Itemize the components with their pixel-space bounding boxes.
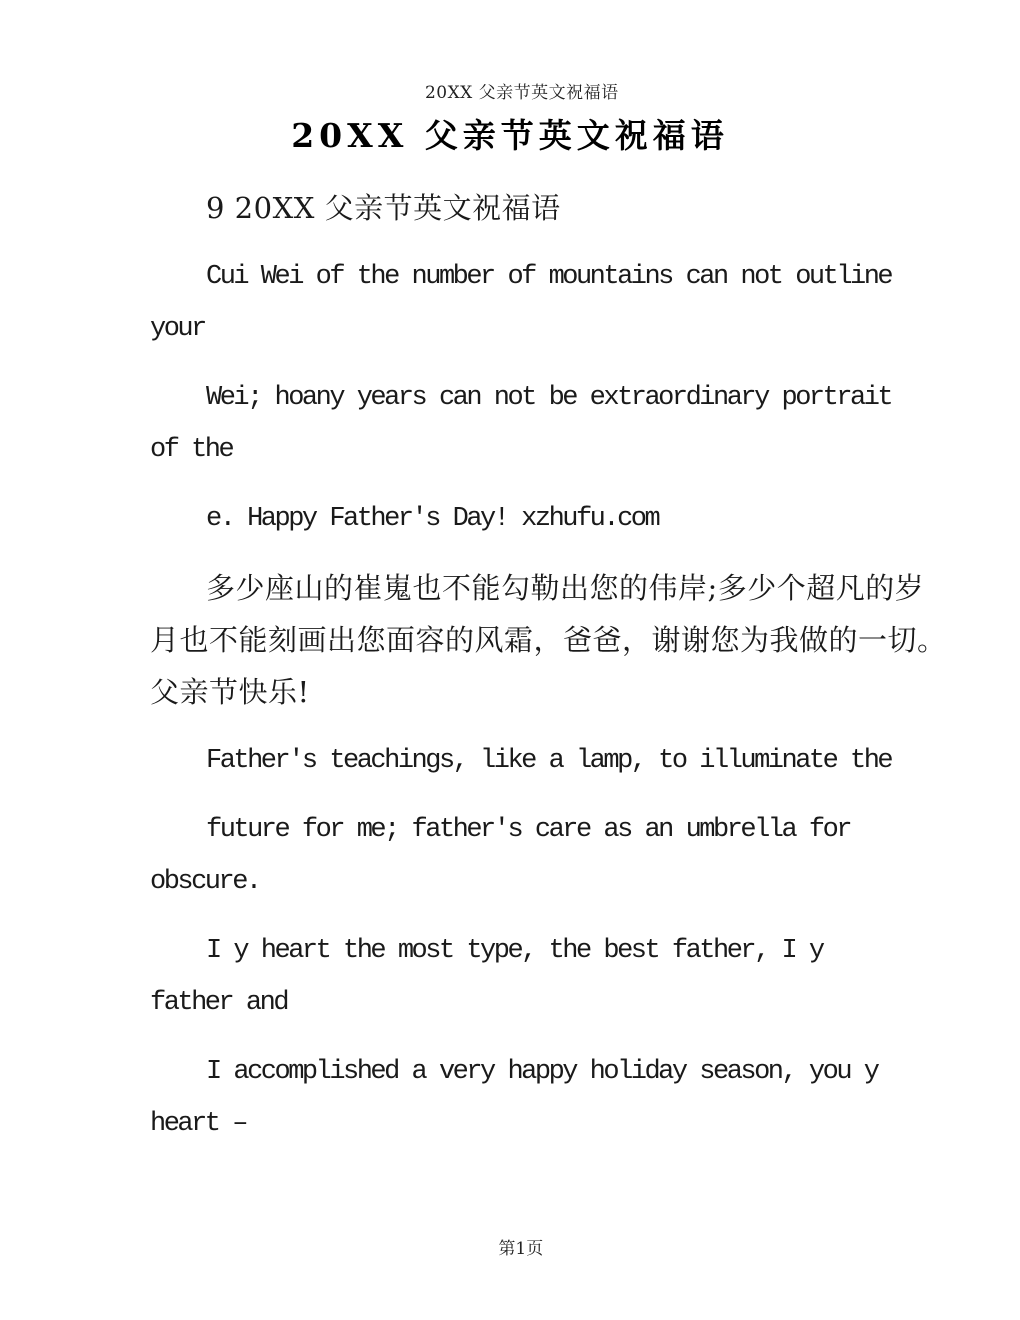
text-line: obscure. (150, 867, 260, 897)
document-body (150, 182, 947, 1167)
text-line: Wei; hoany years can not be extraordinary portrait (206, 383, 892, 413)
text-line: father and (150, 988, 288, 1018)
paragraph (150, 182, 874, 234)
paragraph (150, 251, 892, 355)
text-line: of the (150, 435, 233, 465)
text-line: I accomplished a very happy holiday season, you y (206, 1057, 878, 1087)
text-line: 父亲节快乐! (150, 675, 310, 709)
text-line: your (150, 314, 205, 344)
paragraph (150, 804, 874, 908)
paragraph (150, 925, 874, 1029)
document-title: 20XX 父亲节英文祝福语 (291, 116, 729, 155)
header-text: 20XX 父亲节英文祝福语 (424, 83, 619, 103)
text-line: I y heart the most type, the best father, I y (206, 936, 823, 966)
paragraph (150, 493, 874, 545)
text-line: future for me; father's care as an umbrella for (206, 815, 851, 845)
paragraph (150, 562, 947, 718)
page-number: 第1页 (498, 1239, 544, 1259)
text-line: Father's teachings, like a lamp, to illuminate the (206, 746, 892, 776)
text-line: 9 20XX 父亲节英文祝福语 (206, 191, 561, 225)
text-line: e. Happy Father's Day! xzhufu.com (206, 504, 659, 534)
paragraph (150, 1046, 878, 1150)
paragraph (150, 372, 892, 476)
page-footer (0, 1214, 1020, 1279)
text-line: 月也不能刻画出您面容的风霜，爸爸，谢谢您为我做的一切。 (150, 623, 947, 657)
text-line: Cui Wei of the number of mountains can not outline (206, 262, 892, 292)
text-line: heart – (150, 1109, 246, 1139)
paragraph (150, 735, 892, 787)
text-line: 多少座山的崔嵬也不能勾勒出您的伟岸;多少个超凡的岁 (206, 571, 925, 605)
